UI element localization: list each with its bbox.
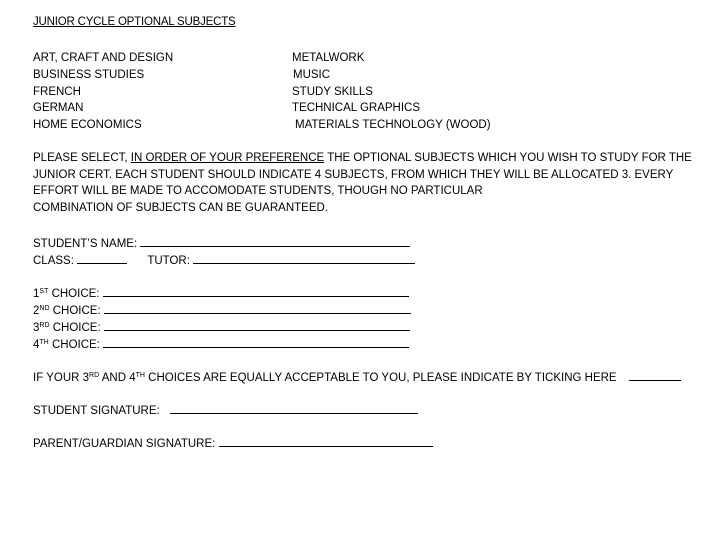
instructions-line: COMBINATION OF SUBJECTS CAN BE GUARANTEED. [33, 201, 328, 214]
choice-label: CHOICE: [51, 288, 100, 300]
parent-signature-label: PARENT/GUARDIAN SIGNATURE: [33, 438, 216, 450]
student-name-field[interactable] [140, 235, 410, 247]
choice-4-field[interactable] [103, 336, 409, 348]
choice-row [33, 336, 409, 351]
student-name-row [33, 235, 410, 250]
subject-item: TECHNICAL GRAPHICS [292, 102, 421, 115]
subject-item: MUSIC [293, 68, 331, 81]
choice-suffix: RD [39, 322, 50, 329]
class-label: CLASS: [33, 255, 74, 267]
equal-choices-row [33, 369, 681, 384]
parent-signature-field[interactable] [219, 435, 433, 447]
choice-label: CHOICE: [52, 322, 101, 334]
choice-row [33, 319, 410, 334]
choice-suffix: TH [39, 339, 49, 346]
equal-choices-text: CHOICES ARE EQUALLY ACCEPTABLE TO YOU, PLEASE INDICATE BY TICKING HERE [144, 372, 617, 384]
subject-item: ART, CRAFT AND DESIGN [33, 52, 174, 64]
instructions-paragraph [33, 150, 693, 216]
instructions-emphasis: IN ORDER OF YOUR PREFERENCE [130, 152, 325, 164]
instructions-line: JUNIOR CERT. EACH STUDENT SHOULD INDICATE 4 SUBJECTS, FROM WHICH THEY WILL BE ALLOCATED 3. EVERY [33, 168, 674, 181]
equal-choices-text: AND 4 [99, 372, 136, 384]
choice-3-field[interactable] [104, 319, 410, 331]
choice-row [33, 302, 411, 317]
student-name-label: STUDENT’S NAME: [33, 238, 138, 250]
student-signature-row [33, 402, 418, 417]
subject-item: METALWORK [292, 52, 365, 64]
subjects-list-right [292, 50, 491, 134]
instructions-text: THE OPTIONAL SUBJECTS WHICH YOU WISH TO STUDY FOR THE [324, 152, 692, 164]
tutor-field[interactable] [193, 252, 415, 264]
choice-2-field[interactable] [104, 302, 411, 314]
subject-item: BUSINESS STUDIES [33, 68, 145, 81]
parent-signature-row [33, 435, 433, 450]
subject-item: FRENCH [33, 85, 81, 98]
student-signature-label: STUDENT SIGNATURE: [33, 405, 160, 417]
instructions-line: EFFORT WILL BE MADE TO ACCOMODATE STUDENTS, THOUGH NO PARTICULAR [33, 185, 483, 198]
tutor-label: TUTOR: [147, 255, 190, 267]
equal-choices-text: IF YOUR 3 [33, 372, 90, 384]
choice-label: CHOICE: [51, 339, 100, 351]
subject-item: MATERIALS TECHNOLOGY (WOOD) [295, 119, 491, 132]
instructions-text: PLEASE SELECT, [33, 152, 131, 164]
class-field[interactable] [77, 252, 127, 264]
subjects-list-left [33, 50, 173, 134]
equal-choices-sup: RD [89, 372, 100, 379]
student-signature-field[interactable] [170, 402, 418, 414]
choice-number: 1 [33, 288, 40, 300]
subject-item: STUDY SKILLS [292, 85, 373, 98]
choice-1-field[interactable] [103, 285, 409, 297]
page-title: JUNIOR CYCLE OPTIONAL SUBJECTS [33, 16, 236, 28]
choice-number: 3 [33, 322, 40, 334]
choice-label: CHOICE: [52, 305, 101, 317]
subject-item: HOME ECONOMICS [33, 119, 142, 132]
choice-suffix: ND [39, 305, 50, 312]
instructions-line [33, 150, 693, 167]
equal-choices-sup: TH [135, 372, 145, 379]
subject-item: GERMAN [33, 102, 84, 115]
class-tutor-row [33, 252, 415, 267]
choice-suffix: ST [39, 288, 49, 295]
tick-field[interactable] [629, 369, 681, 381]
choice-number: 2 [33, 305, 40, 317]
choice-number: 4 [33, 339, 40, 351]
choice-row [33, 285, 409, 300]
